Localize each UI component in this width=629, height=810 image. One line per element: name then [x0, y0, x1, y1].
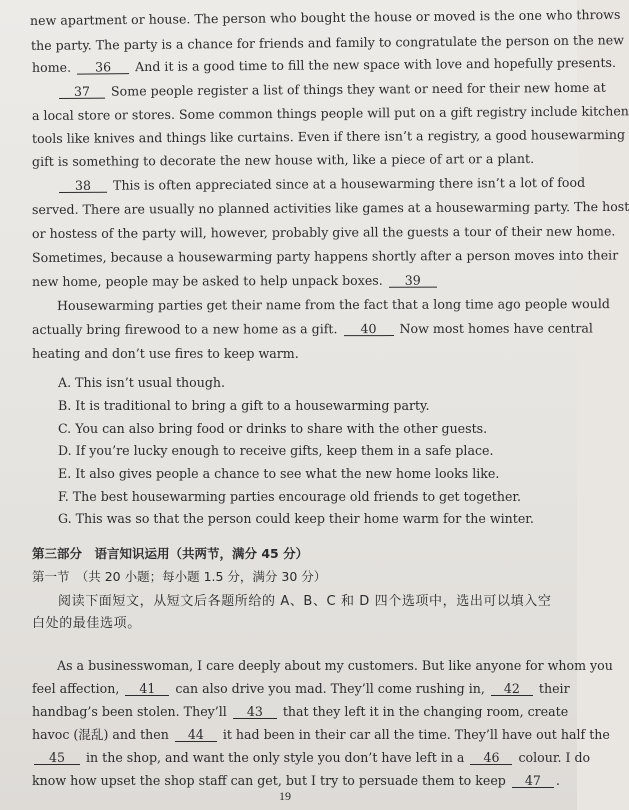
passage-a-line: served. There are usually no planned activities like games at a housewarming party. The host	[31, 198, 629, 217]
blank-42: 42	[491, 682, 533, 696]
passage-a-line: gift is something to decorate the new house with, like a piece of art or a plant.	[31, 150, 535, 169]
blank-43: 43	[233, 705, 277, 719]
passage-a-line: a local store or stores. Some common things people will put on a gift registry include kitchen	[31, 103, 629, 123]
passage-a-line	[32, 273, 439, 290]
passage-a-line: Sometimes, because a housewarming party happens shortly after a person moves into their	[31, 247, 619, 265]
passage-a-line: the party. The party is a chance for friends and family to congratulate the person on the new	[30, 32, 625, 53]
passage-b-line	[32, 681, 570, 697]
text-segment: their	[538, 681, 570, 696]
option-c: C. You can also bring food or drinks to share with the other guests.	[58, 421, 488, 436]
passage-a-line: heating and don’t use fires to keep warm.	[32, 346, 299, 361]
passage-a-line	[57, 80, 606, 100]
text-segment: colour. I do	[518, 750, 591, 765]
option-g: G. This was so that the person could keep their home warm for the winter.	[58, 511, 534, 526]
passage-b-line: As a businesswoman, I care deeply about my customers. But like anyone for whom you	[57, 658, 613, 673]
text-segment: And it is a good time to fill the new space with love and hopefully presents.	[135, 54, 617, 75]
section-subheading: 第一节 （共 20 小题；每小题 1.5 分，满分 30 分）	[32, 569, 327, 584]
text-segment: know how upset the shop staff can get, but I try to persuade them to keep	[32, 773, 506, 788]
text-segment: Now most homes have central	[399, 320, 593, 337]
blank-39: 39	[389, 274, 437, 288]
page-number: 19	[279, 789, 291, 803]
passage-b-line	[32, 773, 560, 789]
text-segment: in the shop, and want the only style you don’t have left in a	[86, 750, 465, 765]
section-heading: 第三部分 语言知识运用（共两节，满分 45 分）	[32, 546, 309, 561]
text-segment: home.	[31, 59, 72, 75]
passage-a-line: Housewarming parties get their name from the fact that a long time ago people would	[56, 296, 610, 313]
text-segment: Some people register a list of things they want or need for their new home at	[110, 79, 606, 99]
blank-45: 45	[34, 751, 80, 765]
passage-a-line	[32, 321, 593, 338]
passage-b-line	[32, 704, 568, 720]
option-e: E. It also gives people a chance to see what the new home looks like.	[58, 466, 500, 481]
passage-b-line	[32, 727, 610, 743]
text-segment: handbag’s been stolen. They’ll	[32, 704, 227, 719]
passage-a-line: tools like knives and things like curtains. Even if there isn’t a registry, a good housewarming	[31, 126, 626, 146]
passage-a-line	[57, 175, 585, 194]
blank-38: 38	[59, 179, 107, 193]
instruction-line: 阅读下面短文，从短文后各题所给的 A、B、C 和 D 四个选项中，选出可以填入空	[58, 594, 552, 609]
passage-a-line: or hostess of the party will, however, probably give all the guests a tour of their new home.	[31, 223, 616, 241]
text-segment: that they left it in the changing room, create	[282, 704, 569, 719]
instruction-line: 白处的最佳选项。	[32, 616, 141, 631]
option-f: F. The best housewarming parties encourage old friends to get together.	[58, 489, 522, 504]
text-segment: feel affection,	[32, 681, 120, 696]
passage-b-line	[32, 750, 590, 766]
text-segment: .	[555, 773, 560, 788]
passage-a-line: new apartment or house. The person who bought the house or moved is the one who throws	[29, 6, 621, 28]
text-segment: havoc (混乱) and then	[32, 727, 169, 742]
option-b: B. It is traditional to bring a gift to a housewarming party.	[58, 398, 430, 413]
passage-a-line	[32, 55, 616, 76]
blank-46: 46	[470, 751, 512, 765]
blank-40: 40	[343, 322, 393, 336]
text-segment: actually bring firewood to a new home as a gift.	[31, 321, 338, 337]
blank-47: 47	[512, 774, 554, 788]
blank-37: 37	[59, 85, 105, 99]
blank-36: 36	[77, 60, 129, 74]
text-segment: it had been in their car all the time. They’ll have out half the	[222, 727, 610, 742]
text-segment: new home, people may be asked to help unpack boxes.	[31, 272, 383, 289]
option-d: D. If you’re lucky enough to receive gifts, keep them in a safe place.	[58, 443, 494, 458]
option-a: A. This isn’t usual though.	[58, 375, 226, 390]
text-segment: can also drive you mad. They’ll come rushing in,	[175, 681, 485, 696]
blank-41: 41	[125, 682, 169, 696]
blank-44: 44	[175, 728, 217, 742]
text-segment: This is often appreciated since at a housewarming there isn’t a lot of food	[112, 174, 586, 193]
